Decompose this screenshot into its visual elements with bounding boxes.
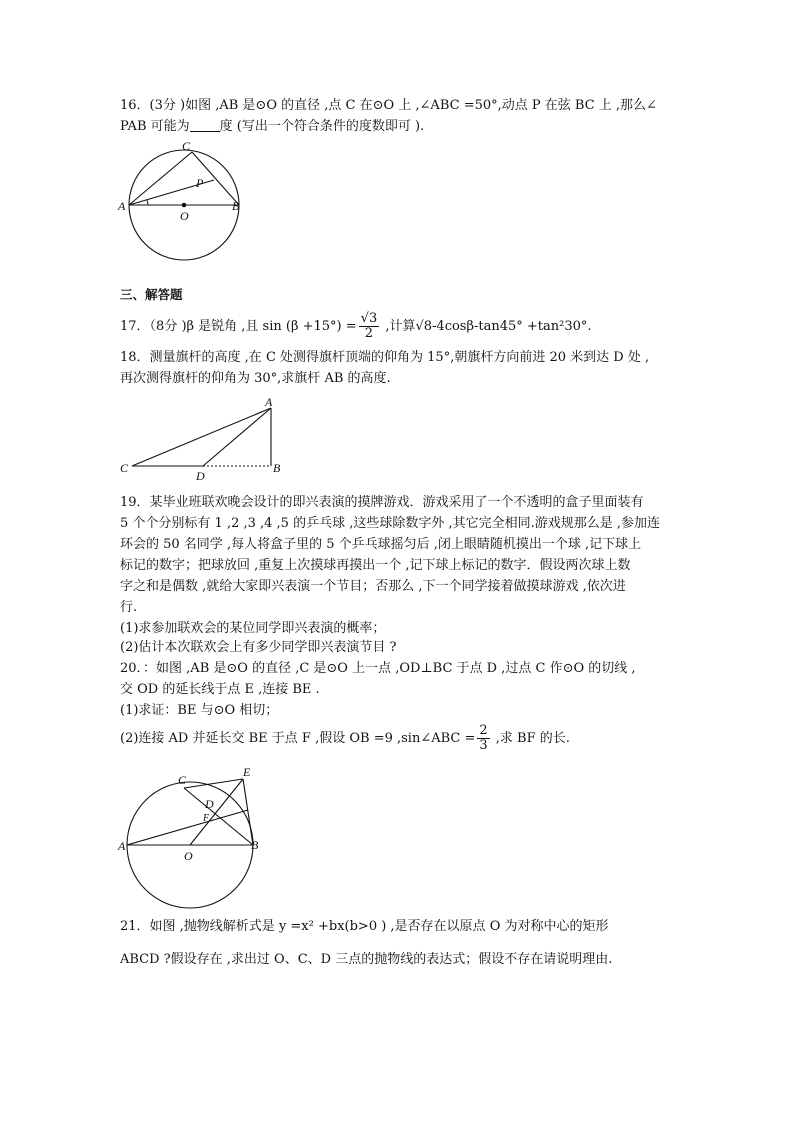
q20-segment-ad: [127, 810, 248, 845]
q18-line-1: 18．测量旗杆的高度 ,在 C 处测得旗杆顶端的仰角为 15°,朝旗杆方向前进 20 米到达 D 处 ,: [120, 350, 650, 365]
q17-line: [120, 312, 592, 342]
q18-line-2: 再次测得旗杆的仰角为 30°,求旗杆 AB 的高度.: [120, 371, 391, 386]
q19-line-6: 行.: [120, 600, 138, 615]
q20-text-b: ,求 BF 的长.: [491, 731, 570, 746]
q19-line-3: 环会的 50 名同学 ,每人将盒子里的 5 个乒乓球摇匀后 ,闭上眼睛随机摸出一个球 ,记下球上: [120, 537, 642, 552]
q19-line-2: 5 个个分别标有 1 ,2 ,3 ,4 ,5 的乒乓球 ,这些球除数字外 ,其它完全相同.游戏规那么是 ,参加连: [120, 516, 661, 531]
q16-label-p: P: [196, 176, 204, 190]
q16-segment-ac: [129, 152, 192, 205]
q20-part-1: (1)求证：BE 与⊙O 相切；: [120, 703, 279, 718]
q16-text-b: 度 (写出一个符合条件的度数即可 ).: [219, 119, 425, 134]
q20-label-a: A: [118, 839, 126, 853]
q19-part-1: (1)求参加联欢会的某位同学即兴表演的概率；: [120, 621, 386, 636]
q16-circle-figure: [118, 140, 258, 280]
q18-label-d: D: [196, 469, 205, 483]
q20-fraction-denominator: 3: [479, 738, 488, 753]
q17-text-a: 17．（8分 )β 是锐角 ,且 sin (β +15°) =: [120, 319, 357, 334]
q21-line-1: 21．如图 ,抛物线解析式是 y =x² +bx(b>0 ) ,是否存在以原点 O 为对称中心的矩形: [120, 919, 609, 934]
q20-label-d: D: [205, 797, 214, 811]
q16-label-a: A: [118, 199, 126, 213]
q21-line-2: ABCD ?假设存在 ,求出过 O、C、D 三点的抛物线的表达式；假设不存在请说明理由.: [120, 952, 613, 967]
q20-line-1: 20．：如图 ,AB 是⊙O 的直径 ,C 是⊙O 上一点 ,OD⊥BC 于点 D ,过点 C 作⊙O 的切线 ,: [120, 661, 636, 676]
q18-sightline-da: [203, 408, 271, 466]
q20-label-o: O: [184, 849, 193, 863]
q20-line-2: 交 OD 的延长线于点 E ,连接 BE .: [120, 682, 320, 697]
q18-label-b: B: [273, 461, 281, 475]
q20-text-a: (2)连接 AD 并延长交 BE 于点 F ,假设 OB =9 ,sin∠ABC =: [120, 731, 476, 746]
q20-label-b: B: [251, 838, 259, 852]
q20-label-c: C: [178, 773, 187, 787]
q16-center-dot: [182, 203, 187, 208]
q16-label-c: C: [182, 139, 191, 153]
q16-line-2: [120, 119, 424, 135]
q19-part-2: (2)估计本次联欢会上有多少同学即兴表演节目 ?: [120, 640, 397, 655]
q16-line-1: 16．(3分 )如图 ,AB 是⊙O 的直径 ,点 C 在⊙O 上 ,∠ABC =50°,动点 P 在弦 BC 上 ,那么∠: [120, 98, 657, 113]
q20-part-2: [120, 723, 570, 755]
q20-fraction: [477, 724, 489, 753]
q20-fraction-numerator: 2: [479, 723, 488, 738]
q16-angle-mark: [147, 200, 148, 205]
q17-fraction-numerator: √3: [360, 311, 378, 326]
q19-line-5: 字之和是偶数 ,就给大家即兴表演一个节目；否那么 ,下一个同学接着做摸球游戏 ,依次进: [120, 579, 626, 594]
q19-line-1: 19．某毕业班联欢晚会设计的即兴表演的摸牌游戏．游戏采用了一个不透明的盒子里面装有: [120, 495, 644, 510]
q20-label-f: F: [203, 813, 210, 824]
q18-label-a: A: [265, 395, 273, 409]
q20-segment-oe: [190, 779, 243, 845]
q20-chord-bc: [184, 788, 253, 845]
q18-label-c: C: [120, 461, 129, 475]
q20-label-e: E: [243, 765, 251, 779]
q20-circle-figure: [118, 764, 278, 904]
q16-text-a: PAB 可能为: [120, 119, 190, 134]
q17-fraction-denominator: 2: [364, 326, 374, 341]
q20-segment-be: [243, 779, 253, 845]
q18-sightline-ca: [132, 408, 271, 466]
section-heading: 三、解答题: [120, 287, 183, 302]
q17-fraction: [359, 312, 380, 341]
q16-label-b: B: [232, 199, 240, 213]
answer-blank: [190, 119, 220, 132]
q16-label-o: O: [180, 209, 189, 223]
q19-line-4: 标记的数字；把球放回 ,重复上次摸球再摸出一个 ,记下球上标记的数字．假设两次球上数: [120, 558, 631, 573]
q17-text-b: ,计算√8-4cosβ-tan45° +tan²30°.: [381, 319, 592, 334]
q18-flagpole-figure: [118, 395, 288, 483]
